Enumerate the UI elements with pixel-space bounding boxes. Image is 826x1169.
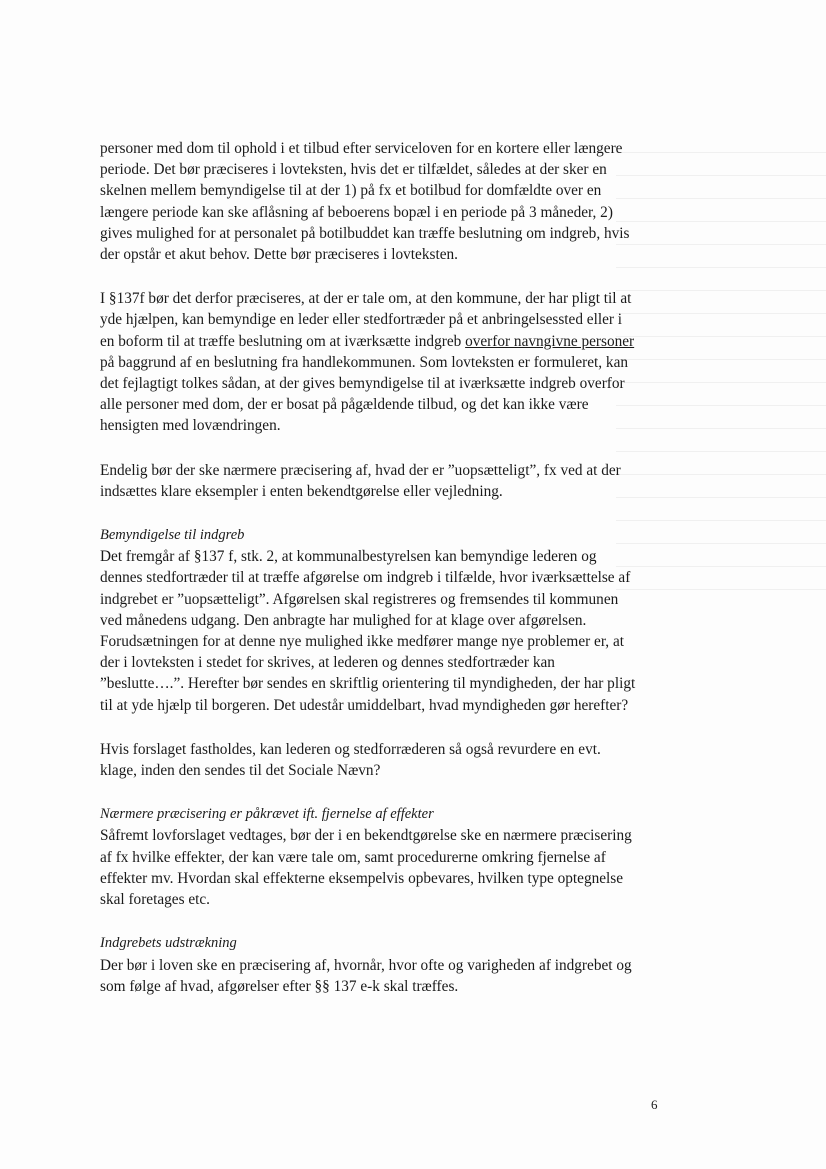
section-heading-bemyndigelse: Bemyndigelse til indgreb xyxy=(100,527,245,544)
paragraph-137f xyxy=(100,288,640,436)
section-bemyndigelse-paragraph-1: Det fremgår af §137 f, stk. 2, at kommunalbestyrelsen kan bemyndige lederen og dennes stedfortræder til at træffe afgørelse om indgreb i tilfælde, hvor iværksættelse af indgrebet er ”uopsætteligt”. Afgørelsen skal registreres og fremsendes til kommunen ved månedens udgang. Den anbragte har mulighed for at klage over afgørelsen. Forudsætningen for at denne nye mulighed ikke medfører mange nye problemer er, at der i lovteksten i stedet for skrives, at lederen og dennes stedfortræder kan ”beslutte….”. Herefter bør sendes en skriftlig orientering til myndigheden, der har pligt til at yde hjælp til borgeren. Det udestår umiddelbart, hvad myndigheden gør herefter? xyxy=(100,548,636,714)
section-heading-udstraekning: Indgrebets udstrækning xyxy=(100,935,237,952)
paragraph-137f-part2: på baggrund af en beslutning fra handlekommunen. Som lovteksten er formuleret, kan det fejlagtigt tolkes sådan, at der gives bemyndigelse til at iværksætte indgreb overfor alle personer med dom, der er bosat på pågældende tilbud, og det kan ikke være hensigten med lovændringen. xyxy=(100,353,629,435)
page-number: 6 xyxy=(651,1097,658,1112)
section-udstraekning-paragraph: Der bør i loven ske en præcisering af, hvornår, hvor ofte og varigheden af indgrebet og som følge af hvad, afgørelser efter §§ 137 e-k skal træffes. xyxy=(100,956,632,995)
paragraph-continuation: personer med dom til ophold i et tilbud efter serviceloven for en kortere eller længere periode. Det bør præciseres i lovteksten, hvis det er tilfældet, således at der sker en skelnen mellem bemyndigelse til at der 1) på fx et botilbud for domfældte over en længere periode kan ske aflåsning af beboerens bopæl i en periode på 3 måneder, 2) gives mulighed for at personalet på botilbuddet kan træffe beslutning om indgreb, hvis der opstår et akut behov. Dette bør præciseres i lovteksten. xyxy=(100,140,630,264)
paragraph-137f-part1: I §137f bør det derfor præciseres, at der er tale om, at den kommune, der har pligt til at yde hjælpen, kan bemyndige en leder eller stedfortræder på et anbringelsessted eller i en boform til at træffe beslutning om at iværksætte indgreb xyxy=(100,290,632,350)
section-praecisering-paragraph: Såfremt lovforslaget vedtages, bør der i en bekendtgørelse ske en nærmere præcisering af fx hvilke effekter, der kan være tale om, samt procedurerne omkring fjernelse af effekter mv. Hvordan skal effekterne eksempelvis opbevares, hvilken type optegnelse skal foretages etc. xyxy=(100,827,632,909)
bleed-through-shadow xyxy=(616,130,826,1030)
document-body xyxy=(100,138,640,1020)
paragraph-uopsaetteligt: Endelig bør der ske nærmere præcisering af, hvad der er ”uopsætteligt”, fx ved at der indsættes klare eksempler i enten bekendtgørelse eller vejledning. xyxy=(100,461,621,500)
section-heading-praecisering: Nærmere præcisering er påkrævet ift. fjernelse af effekter xyxy=(100,806,434,823)
underlined-phrase: overfor navngivne personer xyxy=(465,332,635,350)
section-bemyndigelse-paragraph-2: Hvis forslaget fastholdes, kan lederen og stedforræderen så også revurdere en evt. klage, inden den sendes til det Sociale Nævn? xyxy=(100,740,601,780)
